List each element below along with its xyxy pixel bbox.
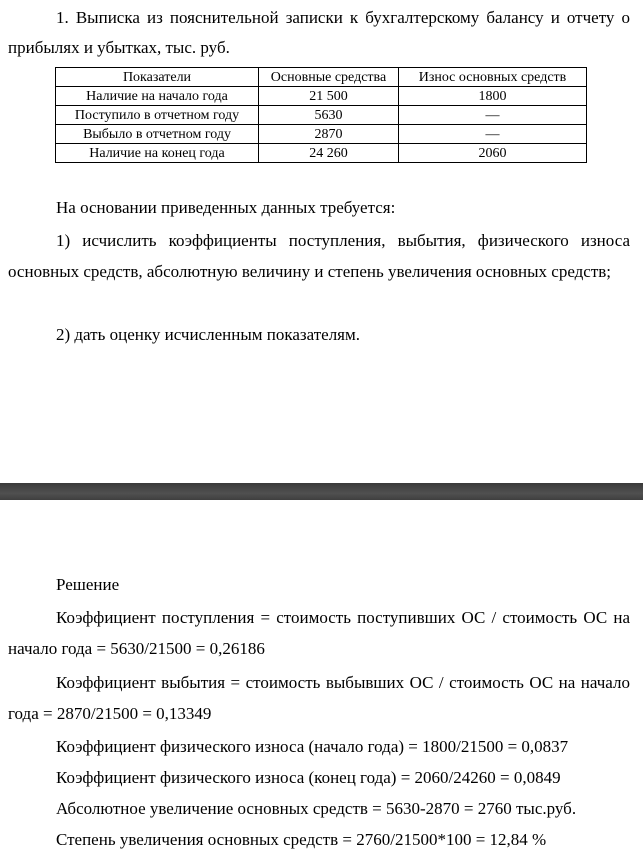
task-item-2: 2) дать оценку исчисленным показателям. — [56, 325, 361, 344]
solution-line: Степень увеличения основных средств = 2760/21500*100 = 12,84 % — [56, 830, 547, 849]
task-lead: На основании приведенных данных требуется: — [56, 198, 396, 217]
table-cell: — — [399, 125, 587, 144]
table-cell: Выбыло в отчетном году — [56, 125, 259, 144]
table-cell: 2870 — [259, 125, 399, 144]
table-cell: 24 260 — [259, 144, 399, 163]
solution-line: Коэффициент выбытия = стоимость выбывших ОС / стоимость ОС на начало года = 2870/21500 = 0,13349 — [8, 673, 630, 723]
table-row — [56, 87, 587, 106]
table-cell: Наличие на конец года — [56, 144, 259, 163]
table-row — [56, 125, 587, 144]
task-item-1: 1) исчислить коэффициенты поступления, выбытия, физического износа основных средств, абсолютную величину и степень увеличения основных средств; — [8, 231, 630, 281]
table-cell: 1800 — [399, 87, 587, 106]
table-cell: 5630 — [259, 106, 399, 125]
table-header-cell: Показатели — [56, 68, 259, 87]
solution-title: Решение — [56, 575, 120, 594]
table-cell: 21 500 — [259, 87, 399, 106]
table-header-cell: Основные средства — [259, 68, 399, 87]
solution-line: Абсолютное увеличение основных средств = 5630-2870 = 2760 тыс.руб. — [56, 799, 577, 818]
table-cell: — — [399, 106, 587, 125]
table-header-cell: Износ основных средств — [399, 68, 587, 87]
balance-table — [55, 67, 587, 163]
intro-paragraph: 1. Выписка из пояснительной записки к бухгалтерскому балансу и отчету о прибылях и убытках, тыс. руб. — [8, 8, 630, 57]
table-cell: 2060 — [399, 144, 587, 163]
solution-line: Коэффициент поступления = стоимость поступивших ОС / стоимость ОС на начало года = 5630/21500 = 0,26186 — [8, 608, 630, 658]
table-cell: Поступило в отчетном году — [56, 106, 259, 125]
table-row — [56, 144, 587, 163]
page-divider — [0, 483, 643, 500]
solution-line: Коэффициент физического износа (начало года) = 1800/21500 = 0,0837 — [56, 737, 569, 756]
solution-line: Коэффициент физического износа (конец года) = 2060/24260 = 0,0849 — [56, 768, 561, 787]
table-row — [56, 106, 587, 125]
table-cell: Наличие на начало года — [56, 87, 259, 106]
table-header-row — [56, 68, 587, 87]
